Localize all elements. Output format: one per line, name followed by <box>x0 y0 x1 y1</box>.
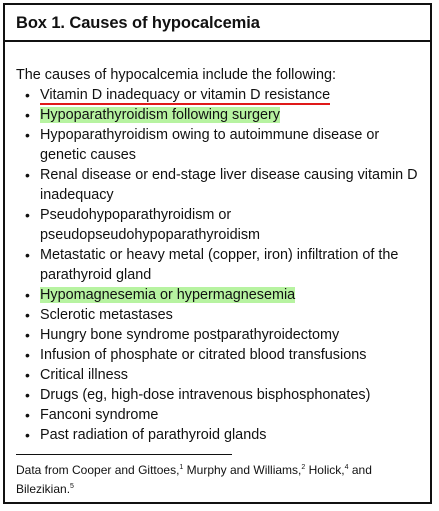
causes-box <box>3 3 432 504</box>
bullet-icon: • <box>25 387 30 403</box>
list-item <box>16 345 426 365</box>
causes-list <box>16 85 426 445</box>
reference-marker: 4 <box>344 464 349 471</box>
bullet-icon: • <box>25 287 30 303</box>
reference-marker: 2 <box>301 464 306 471</box>
list-item-text: Pseudohypoparathyroidism or pseudopseudohypoparathyroidism <box>40 207 261 243</box>
list-item <box>16 125 426 165</box>
list-item-text: Metastatic or heavy metal (copper, iron) infiltration of the parathyroid gland <box>40 247 399 283</box>
bullet-icon: • <box>25 247 30 263</box>
bullet-icon: • <box>25 87 30 103</box>
list-item <box>16 405 426 425</box>
list-item <box>16 285 426 305</box>
list-item <box>16 85 426 105</box>
list-item <box>16 245 426 285</box>
list-item-text: Hypoparathyroidism owing to autoimmune disease or genetic causes <box>40 127 380 163</box>
bullet-icon: • <box>25 207 30 223</box>
footnote-text: and Bilezikian. <box>16 463 372 496</box>
bullet-icon: • <box>25 427 30 443</box>
list-item-text: Hypomagnesemia or hypermagnesemia <box>40 287 296 303</box>
reference-marker: 1 <box>179 464 184 471</box>
list-item <box>16 305 426 325</box>
intro-text: The causes of hypocalcemia include the following: <box>16 67 336 83</box>
list-item <box>16 385 426 405</box>
list-item <box>16 205 426 245</box>
footnote-text: Murphy and Williams, <box>183 463 302 477</box>
list-item-text: Vitamin D inadequacy or vitamin D resistance <box>40 87 331 103</box>
bullet-icon: • <box>25 307 30 323</box>
list-item-text: Drugs (eg, high-dose intravenous bisphosphonates) <box>40 387 371 403</box>
list-item-text: Critical illness <box>40 367 128 383</box>
list-item-text: Hungry bone syndrome postparathyroidectomy <box>40 327 340 343</box>
list-item-text: Fanconi syndrome <box>40 407 159 423</box>
list-item-text: Past radiation of parathyroid glands <box>40 427 267 443</box>
list-item <box>16 425 426 445</box>
list-item-text: Hypoparathyroidism following surgery <box>40 107 280 123</box>
reference-marker: 5 <box>70 483 74 490</box>
bullet-icon: • <box>25 407 30 423</box>
box-title: Box 1. Causes of hypocalcemia <box>5 5 430 42</box>
list-item-text: Sclerotic metastases <box>40 307 173 323</box>
footnote-text: Data from Cooper and Gittoes, <box>16 463 180 477</box>
bullet-icon: • <box>25 367 30 383</box>
list-item <box>16 365 426 385</box>
bullet-icon: • <box>25 127 30 143</box>
bullet-icon: • <box>25 107 30 123</box>
list-item <box>16 105 426 125</box>
list-item <box>16 325 426 345</box>
bullet-icon: • <box>25 167 30 183</box>
footnote <box>16 461 426 499</box>
bullet-icon: • <box>25 327 30 343</box>
list-item-text: Infusion of phosphate or citrated blood transfusions <box>40 347 367 363</box>
list-item-text: Renal disease or end-stage liver disease causing vitamin D inadequacy <box>40 167 418 203</box>
footnote-text: Holick, <box>305 463 345 477</box>
bullet-icon: • <box>25 347 30 363</box>
footnote-divider <box>16 454 232 455</box>
list-item <box>16 165 426 205</box>
